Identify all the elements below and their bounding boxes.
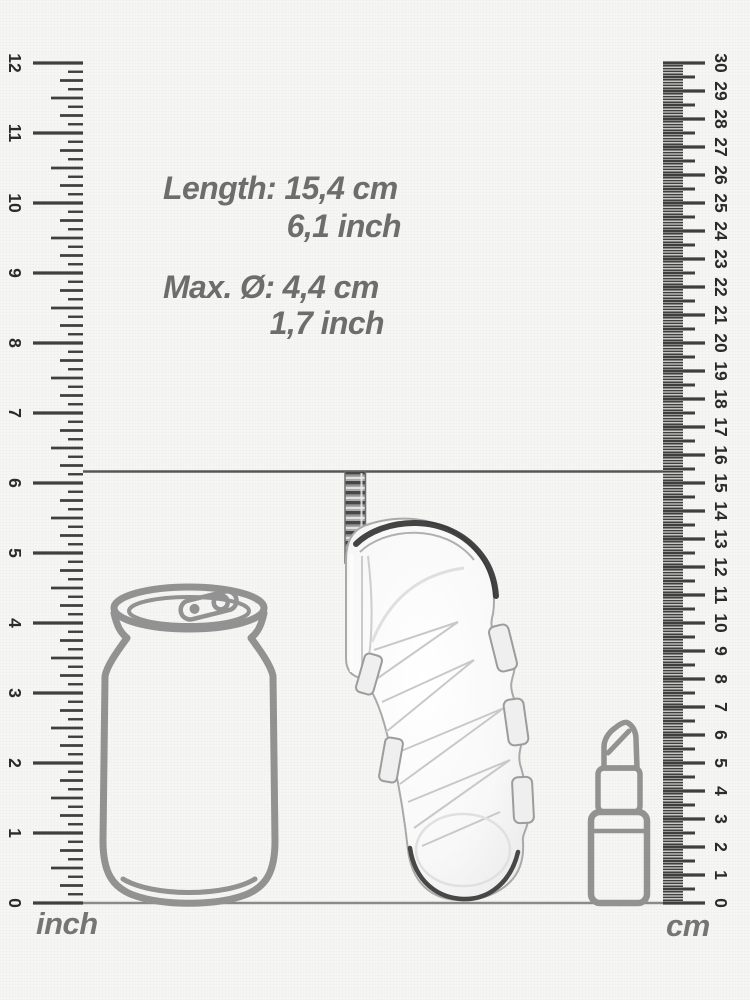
svg-text:1: 1 [711,870,731,880]
svg-text:6: 6 [711,730,731,740]
svg-text:30: 30 [711,53,731,73]
diameter-cm-text: Max. Ø: 4,4 cm [163,269,379,305]
can-pull-tab [179,589,239,621]
svg-text:16: 16 [711,445,731,465]
diameter-inch-text: 1,7 inch [269,305,384,341]
svg-text:25: 25 [711,193,731,213]
svg-text:8: 8 [711,674,731,684]
svg-text:2: 2 [711,842,731,852]
svg-text:18: 18 [711,389,731,409]
svg-text:19: 19 [711,361,731,381]
svg-text:26: 26 [711,165,731,185]
svg-text:29: 29 [711,81,731,101]
svg-text:21: 21 [711,305,731,325]
svg-text:11: 11 [711,585,731,605]
svg-text:9: 9 [5,268,25,278]
svg-text:20: 20 [711,333,731,353]
length-inch-text: 6,1 inch [286,208,401,244]
svg-text:14: 14 [711,501,731,521]
svg-text:11: 11 [5,123,25,143]
svg-text:17: 17 [711,417,731,437]
inch-ruler [5,53,83,908]
svg-text:4: 4 [711,786,731,796]
svg-text:3: 3 [5,688,25,698]
cm-ruler [663,53,731,908]
lipstick-illustration [591,722,647,903]
cm-unit-label: cm [666,908,710,943]
length-cm-text: Length: 15,4 cm [163,170,398,206]
svg-text:8: 8 [5,338,25,348]
svg-text:24: 24 [711,221,731,241]
soda-can-illustration [103,587,275,903]
svg-text:0: 0 [711,898,731,908]
svg-text:10: 10 [711,613,731,633]
svg-text:1: 1 [5,828,25,838]
svg-text:9: 9 [711,646,731,656]
inch-unit-label: inch [36,906,98,941]
svg-text:13: 13 [711,529,731,549]
svg-text:28: 28 [711,109,731,129]
svg-text:12: 12 [5,53,25,73]
svg-text:6: 6 [5,478,25,488]
svg-text:5: 5 [5,548,25,558]
svg-text:2: 2 [5,758,25,768]
svg-text:0: 0 [5,898,25,908]
svg-text:5: 5 [711,758,731,768]
svg-text:27: 27 [711,137,731,157]
svg-text:10: 10 [5,193,25,213]
svg-text:23: 23 [711,249,731,269]
svg-text:22: 22 [711,277,731,297]
svg-text:7: 7 [711,702,731,712]
svg-text:4: 4 [5,618,25,628]
product-cage-illustration [345,471,534,900]
svg-text:15: 15 [711,473,731,493]
svg-text:7: 7 [5,408,25,418]
svg-text:3: 3 [711,814,731,824]
svg-text:12: 12 [711,557,731,577]
